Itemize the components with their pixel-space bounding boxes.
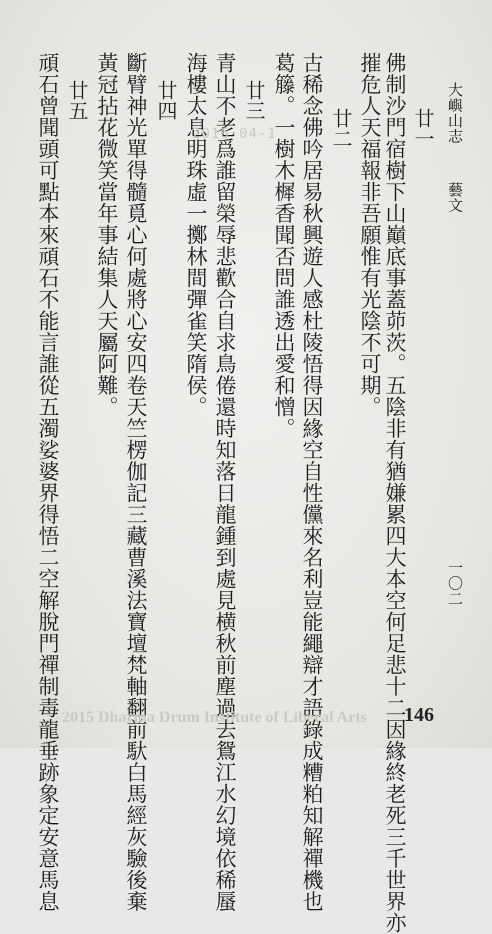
poem-heading: 廿一 xyxy=(411,108,435,149)
poem-line: 葛籐。一樹木樨香聞否問誰透出愛和憎。 xyxy=(272,52,296,439)
poem-line: 頑石曾聞頭可點本來頑石不能言誰從五濁娑婆界得悟二空解脫門禪制毒龍垂跡象定安意馬息 xyxy=(36,52,60,912)
poem-line: 古稀念佛吟居易秋興遊人感杜陵悟得因緣空自性儻來名利豈能繩辯才語錄成糟粕知解禪機也 xyxy=(300,52,324,912)
chinese-page-number: 一〇二 xyxy=(446,560,464,607)
institution-watermark: 2015 Dharma Drum Institute of Liberal Arts xyxy=(62,709,367,726)
poem-line: 海樓太息明珠虛一擲林間彈雀笑隋侯。 xyxy=(184,52,208,418)
poem-heading: 廿三 xyxy=(242,80,266,121)
date-watermark: 2016-04-1 xyxy=(192,126,277,142)
poem-line: 佛制沙門宿樹下山巔底事蓋茆茨。五陰非有猶嫌累四大本空何足悲十二因緣終老死三千世界亦 xyxy=(383,52,407,934)
poem-heading: 廿五 xyxy=(65,80,89,121)
page-number: 146 xyxy=(404,704,434,726)
poem-line: 黃冠拈花微笑當年事結集人天屬阿難。 xyxy=(95,52,119,418)
poem-line: 斷臂神光單得髓覓心何處將心安四卷天竺楞伽記三藏曹溪法寶壇梵軸翻前馱白馬經灰驗後棄 xyxy=(124,52,148,912)
section-label: 藝文 xyxy=(446,182,464,213)
poem-heading: 廿二 xyxy=(329,108,353,149)
poem-heading: 廿四 xyxy=(154,80,178,121)
poem-line: 摧危人天福報非吾願惟有光陰不可期。 xyxy=(358,52,382,418)
poem-line: 青山不老爲誰留榮辱悲歡合自求鳥倦還時知落日龍鍾到處見横秋前塵過去鴛江水幻境依稀蜃 xyxy=(213,52,237,912)
book-title: 大嶼山志 xyxy=(446,82,464,144)
